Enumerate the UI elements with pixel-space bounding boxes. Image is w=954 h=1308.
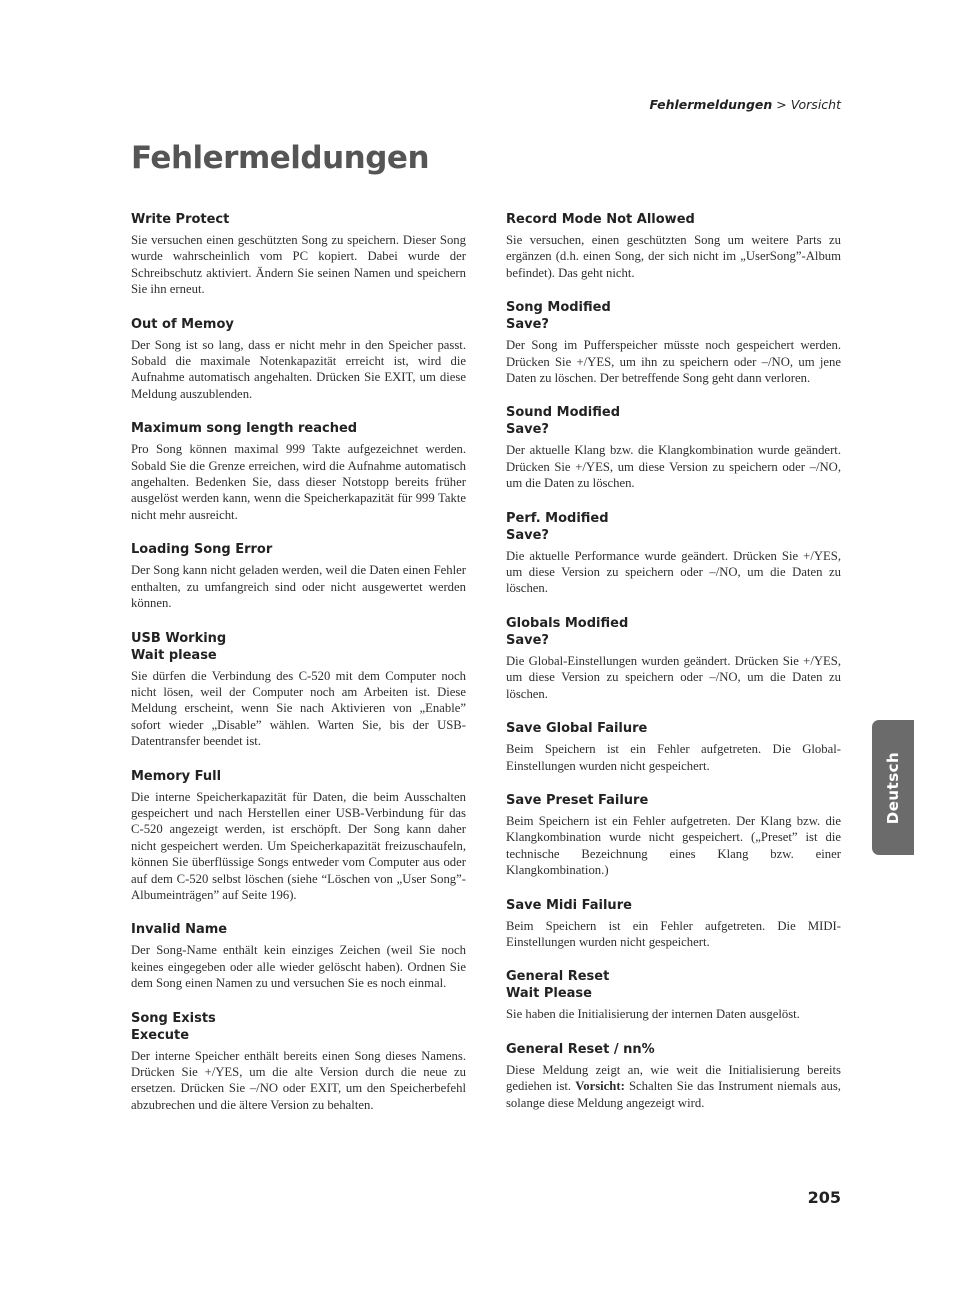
language-tab xyxy=(872,720,914,855)
error-entry-song-exists xyxy=(131,1010,466,1114)
entry-text: Pro Song können maximal 999 Takte aufgezeichnet werden. Sobald Sie die Grenze erreichen, wird die Aufnahme automatisch angehalten. Bedenken Sie, dass dieser Notstopp bereits früher ausgelöst werden kann, wenn die Speicherkapazität für 999 Takte nicht mehr ausreicht. xyxy=(131,442,466,522)
error-entry-out-of-memoy xyxy=(131,316,466,403)
entry-title: General Reset Wait Please xyxy=(506,969,610,1002)
entry-text: Beim Speichern ist ein Fehler aufgetreten. Die Global-Einstellungen wurden nicht gespeichert. xyxy=(506,742,841,773)
entry-title: Write Protect xyxy=(131,212,230,227)
entry-title: Sound Modified Save? xyxy=(506,405,621,438)
entry-text: Der Song kann nicht geladen werden, weil die Daten einen Fehler enthalten, zu umfangreich sind oder nicht ausgewertet werden können. xyxy=(131,563,466,611)
entry-text: Beim Speichern ist ein Fehler aufgetreten. Der Klang bzw. die Klangkombination wurde nicht gespeichert. („Preset” ist die technische Bezeichnung eines Klang bzw. einer Klangkombination.) xyxy=(506,813,841,878)
entry-text: Beim Speichern ist ein Fehler aufgetreten. Die MIDI-Einstellungen wurden nicht gespeichert. xyxy=(506,918,841,949)
error-entry-save-midi-failure xyxy=(506,897,841,951)
entry-text: Der Song ist so lang, dass er nicht mehr in den Speicher passt. Sobald die maximale Notenkapazität erreicht ist, wird die Aufnahme automatisch angehalten. Drücken Sie EXIT, um diese Meldung auszublenden. xyxy=(131,337,466,401)
error-entry-save-preset-failure xyxy=(506,792,841,879)
entry-title: Song Modified Save? xyxy=(506,300,611,333)
error-entry-save-global-failure xyxy=(506,720,841,774)
entry-text: Sie haben die Initialisierung der internen Daten ausgelöst. xyxy=(506,1007,800,1022)
entry-title: Invalid Name xyxy=(131,922,228,938)
entry-title: Save Midi Failure xyxy=(506,897,632,913)
error-entry-usb-working xyxy=(131,630,466,750)
entry-text: Der interne Speicher enthält bereits einen Song dieses Namens. Drücken Sie +/YES, um die alte Version durch die neue zu ersetzen. Drücken Sie –/NO oder EXIT, um den Speicherbefehl abzubrechen und die ältere Version zu behalten. xyxy=(131,1048,466,1112)
header-section: Fehlermeldungen xyxy=(649,97,773,112)
entry-text: Die interne Speicherkapazität für Daten, die beim Ausschalten gespeichert und nach Herstellen einer USB-Verbindung für das C-520 angezeigt werden, ist erschöpft. Der Song kann daher nicht gespeichert werden. Um Speicherkapazität freizuschaufeln, können Sie überflüssige Songs entweder vom Computer aus oder auf dem C-520 selbst löschen (siehe “Löschen von „User Song”-Albumeinträgen” auf Seite 196). xyxy=(131,789,466,902)
entry-text: Der Song-Name enthält kein einziges Zeichen (weil Sie noch keines eingegeben oder alle wieder gelöscht haben). Ordnen Sie dem Song einen Namen zu und versuchen Sie es noch einmal. xyxy=(131,943,466,991)
entry-text: Sie versuchen einen geschützten Song zu speichern. Dieser Song wurde wahrscheinlich vom PC kopiert. Dabei wurde der Schreibschutz aktiviert. Ändern Sie seinen Namen und speichern Sie ihn erneut. xyxy=(131,233,466,297)
entry-text: Die aktuelle Performance wurde geändert. Drücken Sie +/YES, um diese Version zu speichern oder –/NO, um die Daten zu löschen. xyxy=(506,548,841,596)
entry-text: Die Global-Einstellungen wurden geändert. Drücken Sie +/YES, um diese Version zu speichern oder –/NO, um die Daten zu löschen. xyxy=(506,653,841,701)
running-header xyxy=(650,97,841,112)
entry-title: Save Preset Failure xyxy=(506,792,649,808)
header-subsection: Vorsicht xyxy=(790,97,841,112)
entry-title: Out of Memoy xyxy=(131,316,234,332)
error-entry-record-mode-not-allowed xyxy=(506,211,841,281)
error-entry-invalid-name xyxy=(131,921,466,991)
error-entry-perf-modified xyxy=(506,510,841,597)
error-entry-maximum-song-length xyxy=(131,420,466,523)
error-entry-general-reset-wait xyxy=(506,968,841,1022)
entry-text: Der Song im Pufferspeicher müsste noch gespeichert werden. Drücken Sie +/YES, um ihn zu speichern oder –/NO, um jene Daten zu löschen. Der betreffende Song geht dann verloren. xyxy=(506,338,841,386)
entry-text: Der aktuelle Klang bzw. die Klangkombination wurde geändert. Drücken Sie +/YES, um diese Version zu speichern oder –/NO, um die Daten zu löschen. xyxy=(506,443,841,491)
error-entry-write-protect xyxy=(131,211,466,298)
right-column xyxy=(506,211,841,1129)
page-title: Fehlermeldungen xyxy=(131,140,430,176)
warning-label: Vorsicht: xyxy=(575,1079,625,1094)
entry-title: Loading Song Error xyxy=(131,542,273,558)
error-entry-globals-modified xyxy=(506,615,841,702)
error-entry-song-modified xyxy=(506,299,841,386)
language-tab-label: Deutsch xyxy=(884,751,903,824)
error-entry-general-reset-percent xyxy=(506,1041,841,1111)
entry-text: Diese Meldung zeigt an, wie weit die Initialisierung bereits gediehen ist. Vorsicht: Schalten Sie das Instrument niemals aus, solange diese Meldung angezeigt wird. xyxy=(506,1062,841,1110)
entry-title: Save Global Failure xyxy=(506,721,648,737)
entry-title: Memory Full xyxy=(131,768,222,784)
entry-title: Globals Modified Save? xyxy=(506,615,629,648)
entry-text: Sie dürfen die Verbindung des C-520 mit dem Computer noch nicht lösen, weil der Computer noch am Arbeiten ist. Diese Meldung erscheint, wenn Sie nach Aktivieren von „Enable” sofort wieder „Disable” wählen. Warten Sie, bis der USB-Datentransfer beendet ist. xyxy=(131,668,466,749)
error-entry-sound-modified xyxy=(506,404,841,491)
entry-title: Maximum song length reached xyxy=(131,421,358,437)
entry-title: USB Working Wait please xyxy=(131,630,227,663)
entry-title: Record Mode Not Allowed xyxy=(506,212,695,227)
page-number: 205 xyxy=(807,1188,841,1207)
left-column xyxy=(131,211,466,1131)
error-entry-memory-full xyxy=(131,768,466,904)
error-entry-loading-song-error xyxy=(131,541,466,611)
entry-text: Sie versuchen, einen geschützten Song um weitere Parts zu ergänzen (d.h. einen Song, der sich nicht im „UserSong”-Album befindet). Das geht nicht. xyxy=(506,233,841,280)
entry-title: Song Exists Execute xyxy=(131,1010,216,1043)
entry-title: Perf. Modified Save? xyxy=(506,510,609,543)
header-separator: > xyxy=(772,97,791,112)
entry-title: General Reset / nn% xyxy=(506,1041,655,1057)
